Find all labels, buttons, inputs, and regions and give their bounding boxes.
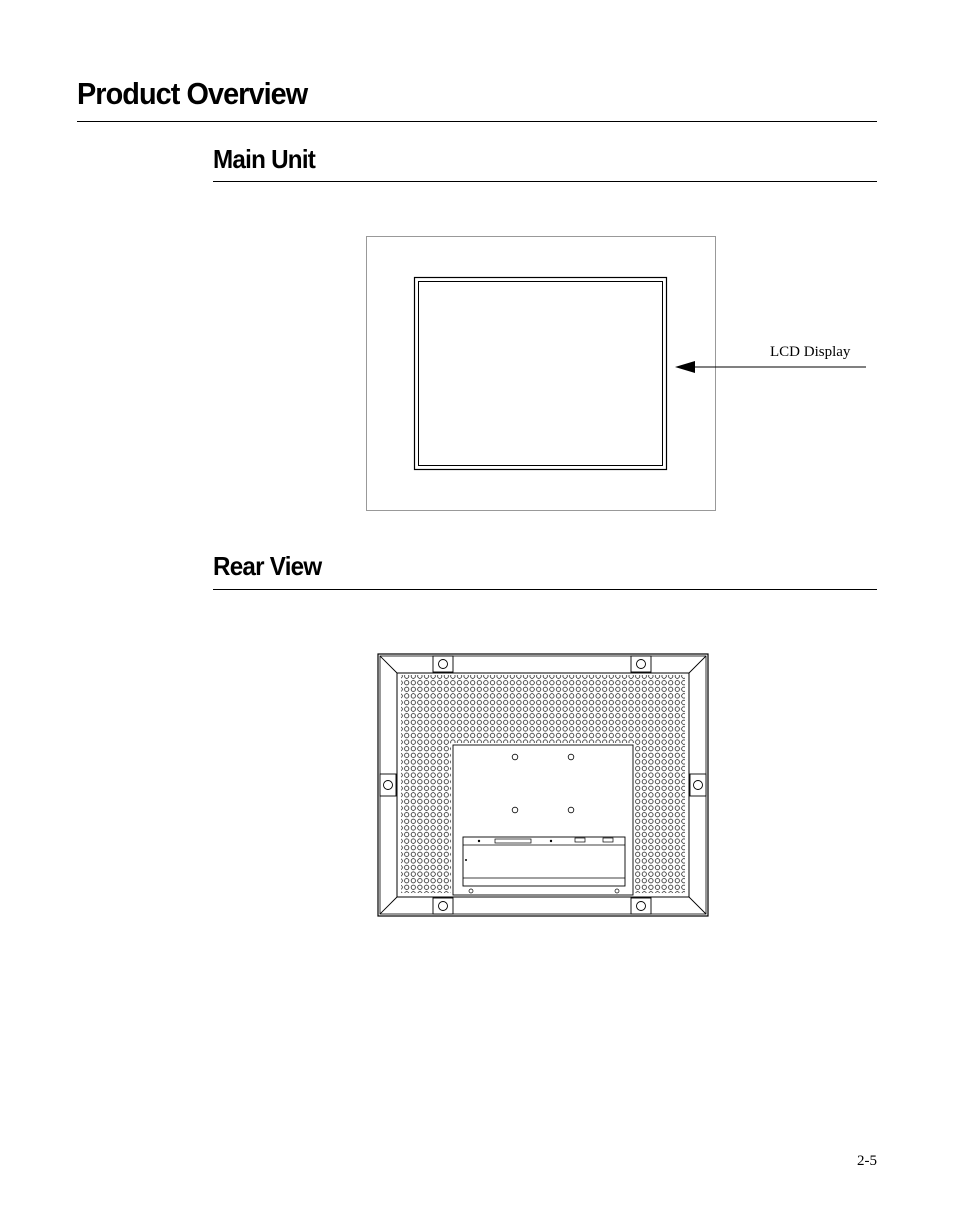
screen-inner [419,282,663,466]
screen-outer [415,278,667,470]
lcd-display-label: LCD Display [770,344,851,360]
callout-arrow-icon [675,361,695,373]
page-number: 2-5 [857,1153,877,1169]
page-title: Product Overview [77,76,308,111]
monitor-front-illustration [366,236,866,512]
section-rule-main-unit [213,181,877,182]
section-rule-rear-view [213,589,877,590]
section-heading-rear-view: Rear View [213,551,322,581]
section-heading-main-unit: Main Unit [213,144,316,174]
monitor-rear-illustration [377,653,709,919]
io-port-panel [463,837,625,893]
title-rule [77,121,877,122]
